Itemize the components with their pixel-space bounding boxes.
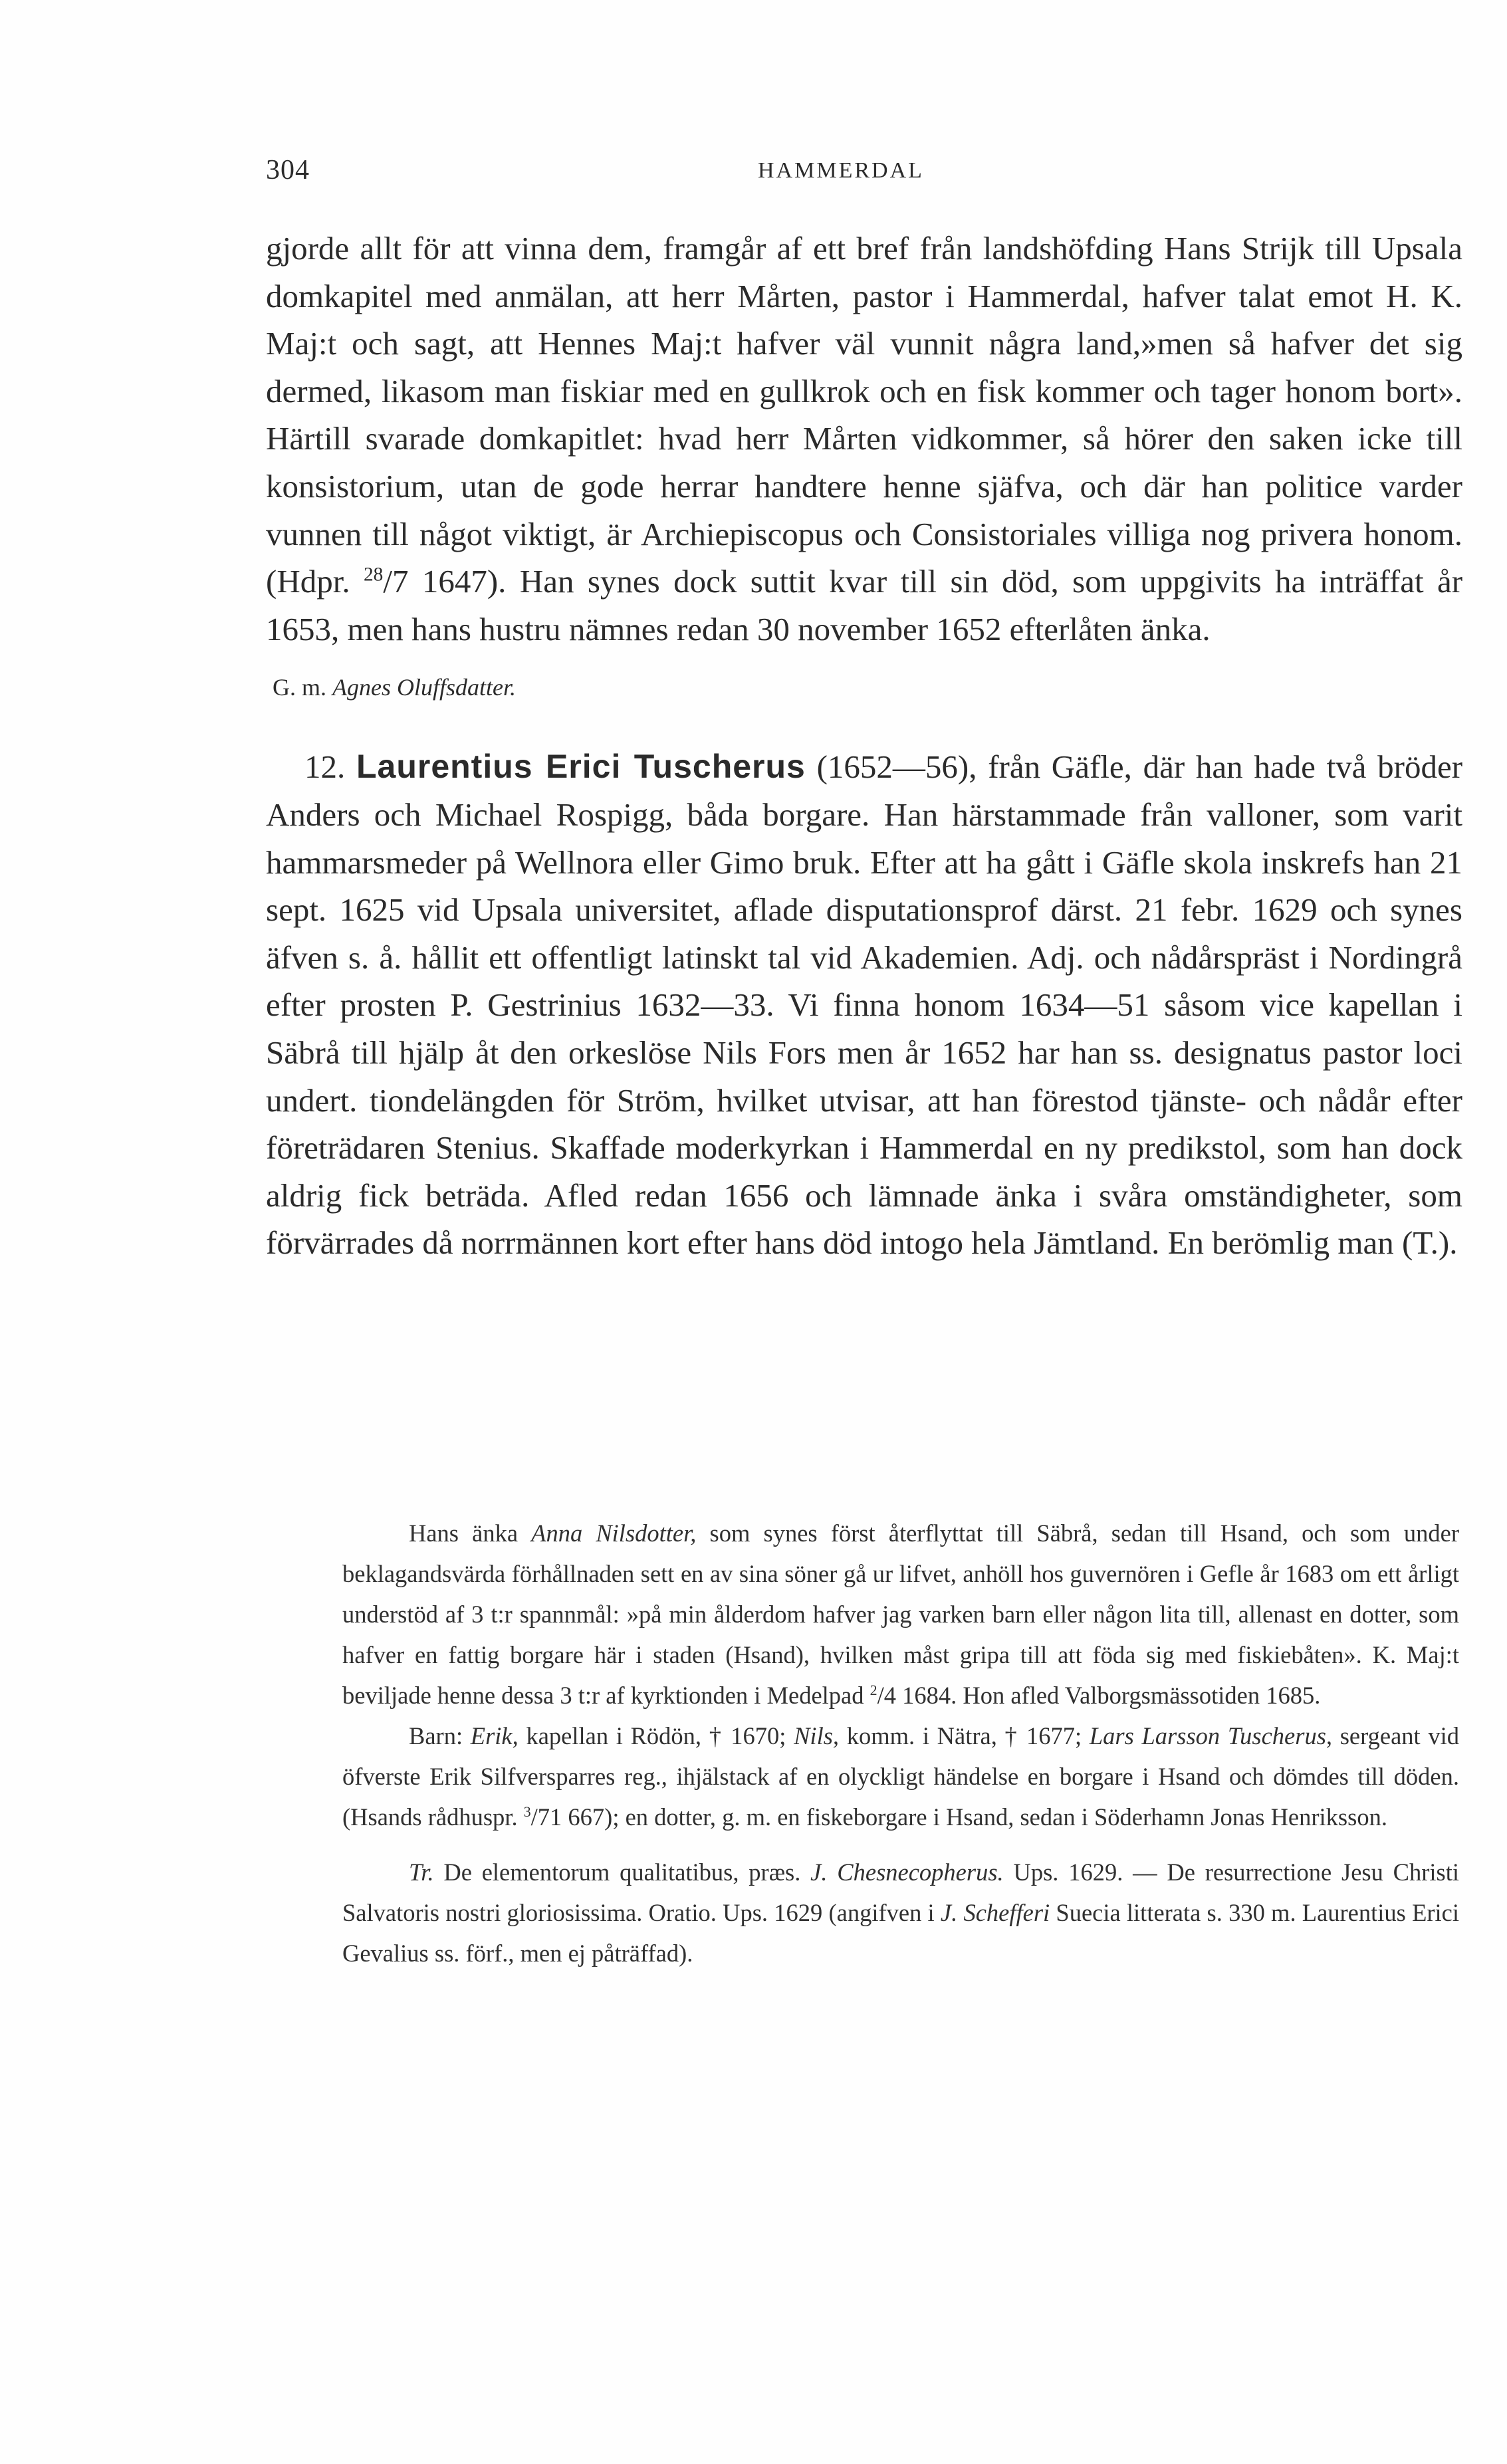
entry-number: 12. <box>304 748 346 786</box>
works-label: Tr. <box>409 1858 434 1886</box>
note-text: Hans änka <box>409 1519 519 1547</box>
main-text <box>266 225 1462 1267</box>
marriage-prefix: G. m. <box>273 674 326 701</box>
page-header <box>266 154 1462 194</box>
person-name: J. Schefferi <box>940 1899 1050 1926</box>
page-number: 304 <box>266 155 310 185</box>
person-name: Erik, <box>470 1722 519 1749</box>
paragraph-text: gjorde allt för att vinna dem, framgår af ett bref från landshöfding Hans Strijk till Upsala domkapitel med anmälan, att herr Mårten, pastor i Hammerdal, hafver talat emot H. K. Maj:t och sagt, att Hennes Maj:t hafver väl vunnit några land,»men så hafver det sig dermed, likasom man fiskiar med en gullkrok och en fisk kommer och tager honom bort». Härtill svarade domkapitlet: hvad herr Mårten vidkommer, så hörer den saken icke till konsistorium, utan de gode herrar handtere henne sjäfva, och där han politice varder vunnen till något viktigt, är Archiepiscopus och Consistoriales villiga nog privera honom. (Hdpr. <box>266 230 1462 600</box>
spouse-name: Agnes Oluffsdatter. <box>332 674 516 701</box>
note-text: komm. i Nätra, † 1677; <box>846 1722 1082 1749</box>
biography-entry <box>266 743 1462 1267</box>
paragraph-text: Han synes dock suttit kvar till sin död, som uppgivits ha inträffat år 1653, men hans hustru nämnes redan 30 november 1652 efterlåten änka. <box>266 563 1463 647</box>
note-works <box>342 1852 1459 1973</box>
date-subscript: /4 1684. <box>877 1682 957 1709</box>
notes-section <box>342 1513 1459 1973</box>
note-text: sergeant vid öfverste Erik Silfversparres reg., ihjälstack af en olyckligt händelse en borgare i Hsand och dömdes till döden. (Hsands rådhuspr. <box>342 1722 1459 1831</box>
person-name: Anna Nilsdotter, <box>531 1519 697 1547</box>
entry-text: (1652—56), från Gäfle, där han hade två bröder Anders och Michael Rospigg, båda borgare. Han härstammade från valloner, som varit hammarsmeder på Wellnora eller Gimo bruk. Efter att ha gått i Gäfle skola inskrefs han 21 sept. 1625 vid Upsala universitet, aflade disputationsprof därst. 21 febr. 1629 och synes äfven s. å. hållit ett offentligt latinskt tal vid Akademien. Adj. och nådårspräst i Nordingrå efter prosten P. Gestrinius 1632—33. Vi finna honom 1634—51 såsom vice kapellan i Säbrå till hjälp åt den orkeslöse Nils Fors men år 1652 har han ss. designatus pastor loci undert. tiondelängden för Ström, hvilket utvisar, att han förestod tjänste- och nådår efter företrädaren Stenius. Skaffade moderkyrkan i Hammerdal en ny predikstol, som han dock aldrig fick beträda. Afled redan 1656 och lämnade änka i svåra omständigheter, som förvärrades då norrmännen kort efter hans död intogo hela Jämtland. En berömlig man (T.). <box>266 748 1463 1262</box>
person-name: Lars Larsson Tuscherus, <box>1089 1722 1333 1749</box>
date-superscript: 28 <box>363 564 384 586</box>
note-children <box>342 1716 1459 1837</box>
date-subscript: /7 1647). <box>383 563 507 600</box>
note-text: Ups. 1629. — De resurrectione Jesu Christi Salvatoris nostri gloriosissima. Oratio. Ups. 1629 (angifven i <box>342 1858 1460 1926</box>
note-text: De elementorum qualitatibus, præs. <box>443 1858 801 1886</box>
date-superscript: 3 <box>523 1803 531 1820</box>
note-widow <box>342 1513 1459 1716</box>
date-superscript: 2 <box>869 1681 877 1698</box>
person-name: J. Chesnecopherus. <box>810 1858 1004 1886</box>
note-text: en dotter, g. m. en fiskeborgare i Hsand, sedan i Söderhamn Jonas Henriksson. <box>625 1803 1387 1831</box>
date-subscript: /71 667); <box>530 1803 620 1831</box>
note-text: Barn: <box>409 1722 463 1749</box>
note-text: som synes först återflyttat till Säbrå, sedan till Hsand, och som under beklagandsvärda förhållnaden sett en av sina söner gå ur lifvet, anhöll hos guvernören i Gefle år 1683 om ett årligt understöd af 3 t:r spannmål: »på min ålderdom hafver jag varken barn eller någon lita till, allenast en dotter, som hafver en fattig borgare här i staden (Hsand), hvilken måst gripa till att föda sig med fiskiebåten». K. Maj:t beviljade henne dessa 3 t:r af kyrktionden i Medelpad <box>342 1519 1460 1709</box>
entry-name: Laurentius Erici Tuscherus <box>356 748 806 786</box>
running-head: HAMMERDAL <box>758 158 924 183</box>
note-text: Hon afled Valborgsmässotiden 1685. <box>963 1682 1321 1709</box>
note-text: kapellan i Rödön, † 1670; <box>526 1722 786 1749</box>
marriage-note <box>266 667 1462 707</box>
note-text: Suecia litterata s. 330 m. Laurentius Erici Gevalius ss. förf., men ej påträffad). <box>342 1899 1460 1967</box>
person-name: Nils, <box>794 1722 840 1749</box>
paragraph-continuation <box>266 225 1462 653</box>
